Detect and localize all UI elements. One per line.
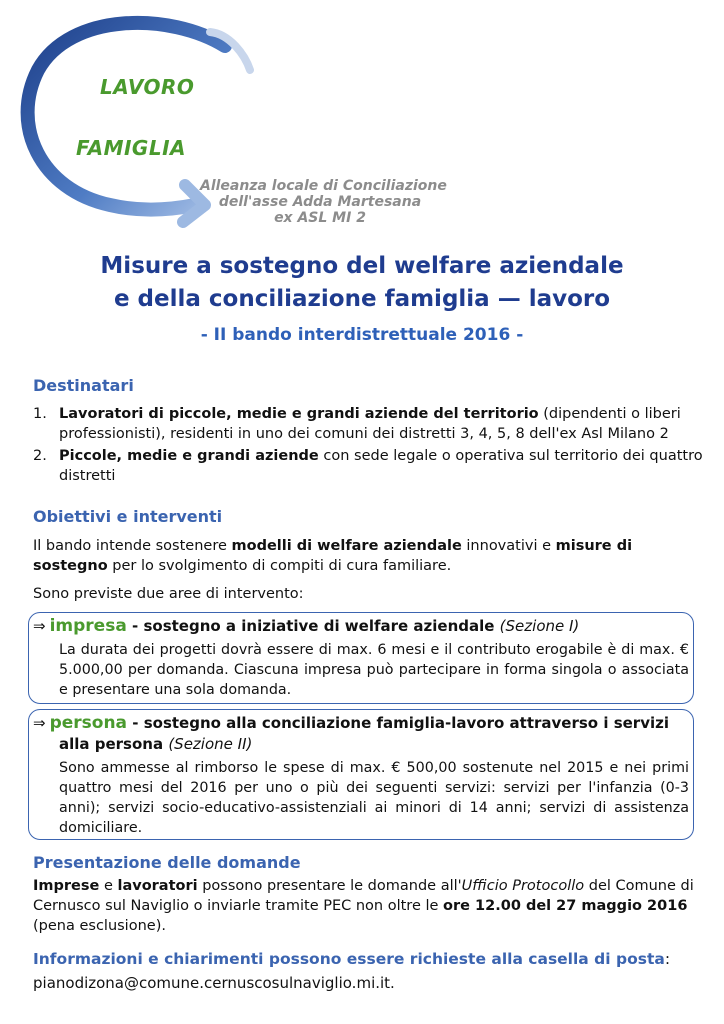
contact-email: pianodizona@comune.cernuscosulnaviglio.mi.it. xyxy=(33,974,395,992)
text-bold: misure di sostegno xyxy=(33,538,633,574)
box-keyword: persona xyxy=(49,713,128,733)
page-title-line2: e della conciliazione famiglia — lavoro xyxy=(113,286,611,312)
heading-obiettivi: Obiettivi e interventi xyxy=(33,507,223,526)
list-item xyxy=(33,446,703,486)
list-item-bold: Piccole, medie e grandi aziende xyxy=(59,448,319,464)
text-bold: modelli di welfare aziendale xyxy=(231,538,462,554)
intervention-box-impresa xyxy=(28,612,694,704)
text-bold: Imprese xyxy=(33,878,100,894)
text: possono presentare le domande all' xyxy=(197,878,462,894)
box-heading xyxy=(33,616,579,636)
obiettivi-intro: Sono previste due aree di intervento: xyxy=(33,586,304,602)
obiettivi-paragraph xyxy=(33,536,698,576)
heading-presentazione: Presentazione delle domande xyxy=(33,853,301,872)
text-italic: Ufficio Protocollo xyxy=(461,878,585,894)
logo-lavoro: LAVORO xyxy=(100,75,195,99)
list-item-text: (dipendenti o liberi professionisti), residenti in uno dei comuni dei distretti 3, 4, 5, 8 dell'ex Asl Milano 2 xyxy=(59,406,681,442)
destinatari-list xyxy=(33,404,703,488)
info-heading-colon: : xyxy=(664,950,671,968)
logo xyxy=(0,0,460,240)
box-title: - sostegno a iniziative di welfare aziendale xyxy=(126,617,500,635)
box-keyword: impresa xyxy=(49,616,127,636)
text: del Comune di Cernusco sul Naviglio o inviarle tramite PEC non oltre le xyxy=(33,878,694,914)
list-item-bold: Lavoratori di piccole, medie e grandi aziende del territorio xyxy=(59,406,539,422)
box-text: Sono ammesse al rimborso le spese di max. € 500,00 sostenute nel 2015 e nei primi quattro mesi del 2016 per uno o più dei seguenti servizi: servizi per l'infanzia (0-3 anni); servizi socio-educativo-assistenziali ai minori di 14 anni; servizi di assistenza domiciliare. xyxy=(59,760,689,836)
arrow-right-icon: ⇒ xyxy=(33,617,46,635)
text: e xyxy=(99,878,118,894)
info-heading xyxy=(33,950,670,968)
box-title: - sostegno alla conciliazione famiglia-lavoro attraverso i servizi xyxy=(127,714,669,732)
page-title-line1: Misure a sostegno del welfare aziendale xyxy=(100,253,624,279)
heading-destinatari: Destinatari xyxy=(33,376,134,395)
logo-subtitle-line: Alleanza locale di Conciliazione xyxy=(200,178,447,194)
info-heading-text: Informazioni e chiarimenti possono essere richieste alla casella di posta xyxy=(33,950,665,968)
logo-subtitle-line: dell'asse Adda Martesana xyxy=(218,194,422,210)
logo-famiglia: FAMIGLIA xyxy=(76,136,186,160)
intervention-box-persona xyxy=(28,709,694,840)
text: (pena esclusione). xyxy=(33,918,166,934)
text-bold: lavoratori xyxy=(117,878,198,894)
logo-subtitle-line: ex ASL MI 2 xyxy=(274,210,366,226)
box-section: (Sezione I) xyxy=(499,617,580,635)
arrow-right-icon: ⇒ xyxy=(33,714,46,732)
text: innovativi e xyxy=(461,538,556,554)
presentazione-paragraph xyxy=(33,876,698,936)
logo-subtitle xyxy=(200,178,447,226)
box-heading-line2 xyxy=(59,735,252,753)
box-heading xyxy=(33,713,669,733)
box-title: alla persona xyxy=(59,735,169,753)
list-item-text: con sede legale o operativa sul territorio dei quattro distretti xyxy=(59,448,703,484)
list-item xyxy=(33,404,703,444)
box-section: (Sezione II) xyxy=(168,735,253,753)
box-text: La durata dei progetti dovrà essere di max. 6 mesi e il contributo erogabile è di max. € 5.000,00 per domanda. Ciascuna impresa può partecipare in forma singola o associata e presentare una sola domanda. xyxy=(59,642,689,698)
list-number: 1. xyxy=(33,406,47,422)
list-number: 2. xyxy=(33,448,47,464)
text: Il bando intende sostenere xyxy=(33,538,232,554)
text-bold: ore 12.00 del 27 maggio 2016 xyxy=(443,898,688,914)
text: per lo svolgimento di compiti di cura familiare. xyxy=(107,558,452,574)
page-subtitle: - II bando interdistrettuale 2016 - xyxy=(200,325,524,345)
